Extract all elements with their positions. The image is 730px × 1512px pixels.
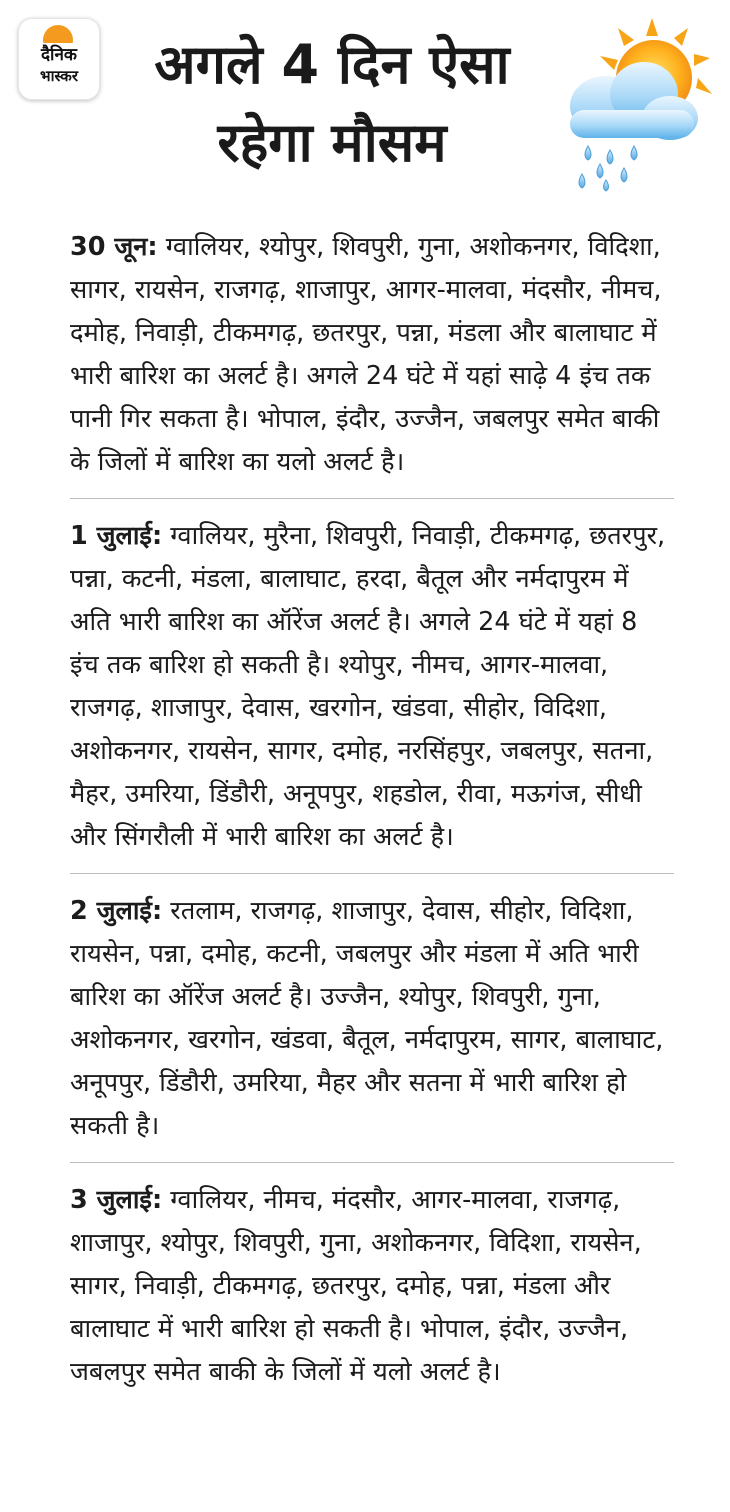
section-date: 2 जुलाई:: [70, 896, 163, 926]
section-divider: [70, 873, 674, 874]
section-divider: [70, 1162, 674, 1163]
section-text: ग्वालियर, नीमच, मंदसौर, आगर-मालवा, राजगढ़, शाजापुर, श्योपुर, शिवपुरी, गुना, अशोकनगर, विदिशा, रायसेन, सागर, निवाड़ी, टीकमगढ़, छतरपुर, दमोह, पन्ना, मंडला और बालाघाट में भारी बारिश हो सकती है। भोपाल, इंदौर, उज्जैन, जबलपुर समेत बाकी के जिलों में यलो अलर्ट है।: [70, 1185, 642, 1387]
section-divider: [70, 498, 674, 499]
title-line-2: रहेगा मौसम: [217, 111, 447, 174]
title-line-1: अगले 4 दिन ऐसा: [154, 33, 510, 96]
sun-cloud-rain-icon: [548, 14, 718, 194]
section-date: 1 जुलाई:: [70, 521, 163, 551]
forecast-section-jul1: [70, 515, 674, 869]
logo-sun-icon: [43, 25, 73, 43]
section-text: ग्वालियर, मुरैना, शिवपुरी, निवाड़ी, टीकमगढ़, छतरपुर, पन्ना, कटनी, मंडला, बालाघाट, हरदा, बैतूल और नर्मदापुरम में अति भारी बारिश का ऑरेंज अलर्ट है। अगले 24 घंटे में यहां 8 इंच तक बारिश हो सकती है। श्योपुर, नीमच, आगर-मालवा, राजगढ़, शाजापुर, देवास, खरगोन, खंडवा, सीहोर, विदिशा, अशोकनगर, रायसेन, सागर, दमोह, नरसिंहपुर, जबलपुर, सतना, मैहर, उमरिया, डिंडौरी, अनूपपुर, शहडोल, रीवा, मऊगंज, सीधी और सिंगरौली में भारी बारिश का अलर्ट है।: [70, 521, 666, 852]
section-date: 30 जून:: [70, 232, 158, 262]
logo-text-line1: दैनिक: [41, 45, 77, 65]
page-title: [112, 26, 552, 182]
section-text: रतलाम, राजगढ़, शाजापुर, देवास, सीहोर, विदिशा, रायसेन, पन्ना, दमोह, कटनी, जबलपुर और मंडला में अति भारी बारिश का ऑरेंज अलर्ट है। उज्जैन, श्योपुर, शिवपुरी, गुना, अशोकनगर, खरगोन, खंडवा, बैतूल, नर्मदापुरम, सागर, बालाघाट, अनूपपुर, डिंडौरी, उमरिया, मैहर और सतना में भारी बारिश हो सकती है।: [70, 896, 664, 1141]
forecast-section-jul3: [70, 1179, 674, 1404]
header: [0, 0, 730, 210]
dainik-bhaskar-logo[interactable]: [18, 18, 100, 100]
section-text: ग्वालियर, श्योपुर, शिवपुरी, गुना, अशोकनगर, विदिशा, सागर, रायसेन, राजगढ़, शाजापुर, आगर-मालवा, मंदसौर, नीमच, दमोह, निवाड़ी, टीकमगढ़, छतरपुर, पन्ना, मंडला और बालाघाट में भारी बारिश का अलर्ट है। अगले 24 घंटे में यहां साढ़े 4 इंच तक पानी गिर सकता है। भोपाल, इंदौर, उज्जैन, जबलपुर समेत बाकी के जिलों में बारिश का यलो अलर्ट है।: [70, 232, 662, 477]
forecast-section-jul2: [70, 890, 674, 1158]
logo-text-line2: भास्कर: [40, 67, 78, 85]
forecast-content: [70, 226, 674, 1404]
section-date: 3 जुलाई:: [70, 1185, 163, 1215]
forecast-section-jun30: [70, 226, 674, 494]
